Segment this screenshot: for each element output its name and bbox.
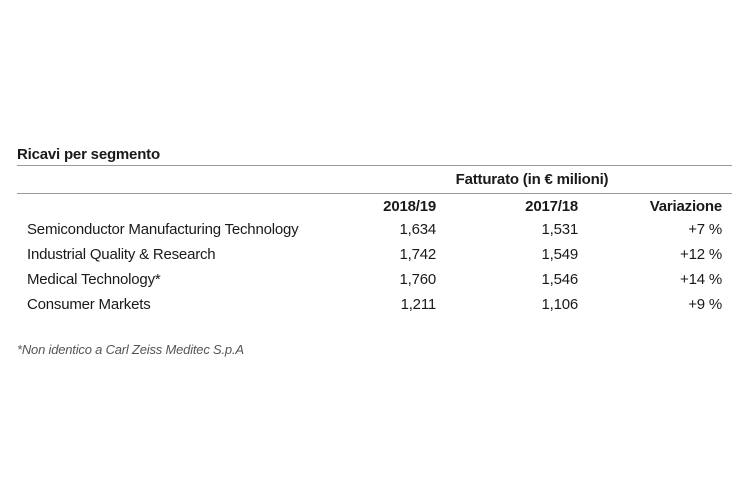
segment-label: Consumer Markets (27, 296, 151, 313)
revenue-2017-18: 1,531 (541, 221, 578, 238)
revenue-2017-18: 1,549 (541, 246, 578, 263)
segment-label: Industrial Quality & Research (27, 246, 216, 263)
variation-value: +12 % (680, 246, 722, 263)
variation-value: +7 % (688, 221, 722, 238)
table-row (0, 269, 750, 294)
column-header-2018-19: 2018/19 (383, 198, 436, 215)
variation-value: +9 % (688, 296, 722, 313)
table-row (0, 219, 750, 244)
column-header-variation: Variazione (649, 198, 722, 215)
footnote: *Non identico a Carl Zeiss Meditec S.p.A (17, 342, 244, 357)
table-title: Ricavi per segmento (17, 146, 160, 163)
variation-value: +14 % (680, 271, 722, 288)
column-header-2017-18: 2017/18 (525, 198, 578, 215)
revenue-2018-19: 1,211 (400, 296, 436, 313)
revenue-2018-19: 1,760 (399, 271, 436, 288)
header-divider (17, 193, 732, 194)
table-row (0, 244, 750, 269)
title-divider (17, 165, 732, 166)
segment-rows (0, 219, 750, 319)
segment-label: Semiconductor Manufacturing Technology (27, 221, 299, 238)
revenue-group-header: Fatturato (in € milioni) (455, 171, 609, 188)
revenue-2017-18: 1,546 (541, 271, 578, 288)
revenue-2017-18: 1,106 (541, 296, 578, 313)
revenue-2018-19: 1,742 (399, 246, 436, 263)
revenue-2018-19: 1,634 (399, 221, 436, 238)
segment-label: Medical Technology* (27, 271, 161, 288)
table-row (0, 294, 750, 319)
